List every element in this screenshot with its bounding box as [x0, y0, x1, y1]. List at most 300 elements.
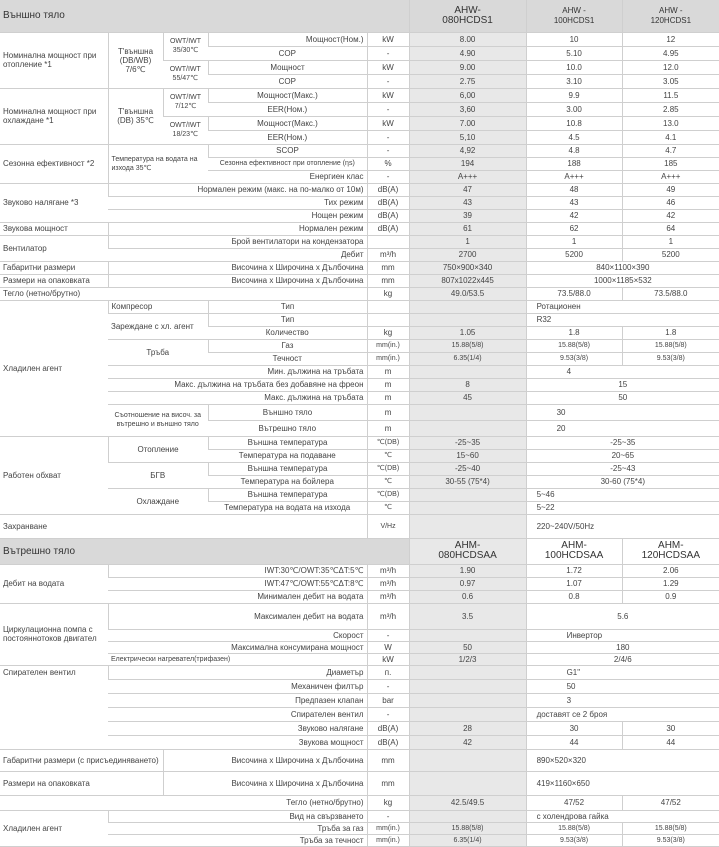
val: -25~35: [526, 436, 719, 449]
sub-label: OWT/IWT 55/47℃: [163, 60, 208, 88]
row-weight: [0, 287, 719, 300]
val: 4.5: [526, 130, 622, 144]
unit: ℃(DB): [367, 488, 409, 501]
val: 185: [622, 157, 719, 170]
param: Макс. дължина на тръбата без добавяне на фреон: [108, 378, 367, 391]
param: Височина x Широчина x Дълбочина: [108, 274, 367, 287]
val: 50: [409, 641, 526, 653]
group-refrigerant-in: Хладилен агент: [0, 810, 108, 846]
val: 8: [409, 378, 526, 391]
row-op-5: [0, 488, 719, 501]
val: 1.8: [526, 326, 622, 339]
val: 220~240V/50Hz: [526, 514, 719, 538]
val: 7.00: [409, 116, 526, 130]
group-op-range: Работен обхват: [0, 436, 108, 514]
val: 9.53(3/8): [622, 834, 719, 846]
row-in-16: [0, 795, 719, 810]
val: 4: [526, 365, 719, 378]
val: 1.29: [622, 577, 719, 590]
empty-cell: [409, 420, 526, 436]
param: Спирателен вентил: [108, 707, 367, 721]
unit: bar: [367, 693, 409, 707]
row-noise-2: [0, 196, 719, 209]
group-water-flow: Дебит на водата: [0, 564, 108, 603]
unit: dB(A): [367, 183, 409, 196]
unit: -: [367, 707, 409, 721]
unit: mm: [367, 261, 409, 274]
val: 0.8: [526, 590, 622, 603]
row-ref-1: [0, 300, 719, 313]
unit: ℃: [367, 449, 409, 462]
val: 30-55 (75*4): [409, 475, 526, 488]
param: EER(Ном.): [208, 130, 367, 144]
val: 9.9: [526, 88, 622, 102]
val: 47/52: [622, 795, 719, 810]
unit: m³/h: [367, 564, 409, 577]
param: Температура на бойлера: [208, 475, 367, 488]
val: 73.5/88.0: [622, 287, 719, 300]
unit: kW: [367, 60, 409, 74]
unit: dB(A): [367, 735, 409, 749]
val: 5200: [622, 248, 719, 261]
row-ref-9: [0, 404, 719, 420]
val: 1: [526, 235, 622, 248]
empty-cell: [409, 749, 526, 771]
unit: m³/h: [367, 248, 409, 261]
cond-label: Съотношение на височ. за вътрешно и външно тяло: [108, 404, 208, 436]
param: Тръба за газ: [108, 822, 367, 834]
val: 4.8: [526, 144, 622, 157]
param: Мощност(Ном.): [208, 32, 367, 46]
val: 9.53(3/8): [622, 352, 719, 365]
val: 73.5/88.0: [526, 287, 622, 300]
row-ref-2: [0, 313, 719, 326]
param: Дебит: [108, 248, 367, 261]
val: 20: [526, 420, 719, 436]
val: 2.85: [622, 102, 719, 116]
param: Височина x Широчина x Дълбочина: [163, 771, 367, 795]
unit: [367, 235, 409, 248]
row-in-18: [0, 822, 719, 834]
empty-cell: [409, 629, 526, 641]
val: 3: [526, 693, 719, 707]
param: Звукова мощност: [108, 735, 367, 749]
param: IWT:47℃/OWT:55℃ΔT:8℃: [108, 577, 367, 590]
row-power: [0, 514, 719, 538]
row-in-4: [0, 603, 719, 629]
row-op-1: [0, 436, 719, 449]
row-ref-6: [0, 365, 719, 378]
val: с холендрова гайка: [526, 810, 719, 822]
row-fan-1: [0, 235, 719, 248]
param: Енергиен клас: [208, 170, 367, 183]
row-heat-1: [0, 32, 719, 46]
cond-label: БГВ: [108, 462, 208, 488]
val: 10: [526, 32, 622, 46]
row-in-1: [0, 564, 719, 577]
val: доставят се 2 броя: [526, 707, 719, 721]
param: Мощност: [208, 60, 367, 74]
val: 188: [526, 157, 622, 170]
val: A+++: [622, 170, 719, 183]
val: 3.00: [526, 102, 622, 116]
group-cooling-capacity: Номинална мощност при охлаждане *1: [0, 88, 108, 144]
val: 1.90: [409, 564, 526, 577]
param: Тръба за течност: [108, 834, 367, 846]
val: 2.06: [622, 564, 719, 577]
unit: kg: [367, 795, 409, 810]
val: 1.07: [526, 577, 622, 590]
empty-cell: [409, 488, 526, 501]
unit: -: [367, 46, 409, 60]
unit: -: [367, 170, 409, 183]
val: -25~40: [409, 462, 526, 475]
unit: kg: [367, 287, 409, 300]
unit: п.: [367, 665, 409, 679]
unit: -: [367, 629, 409, 641]
cond-label: Температура на водата на изхода 35℃: [108, 144, 208, 183]
val: 43: [526, 196, 622, 209]
unit: m³/h: [367, 577, 409, 590]
val: Инвертор: [526, 629, 719, 641]
val: 9.00: [409, 60, 526, 74]
indoor-model-2: AHM- 100HCDSAA: [526, 538, 622, 564]
val: 2/4/6: [526, 653, 719, 665]
sub-label: OWT/IWT 18/23℃: [163, 116, 208, 144]
param: Тип: [208, 313, 367, 326]
param: Диаметър: [108, 665, 367, 679]
val: 15~60: [409, 449, 526, 462]
sub-label: OWT/IWT 35/30℃: [163, 32, 208, 60]
row-ref-7: [0, 378, 719, 391]
val: 47/52: [526, 795, 622, 810]
group-noise: Звуково налягане *3: [0, 183, 108, 222]
val: 4.90: [409, 46, 526, 60]
val: 47: [409, 183, 526, 196]
val: 1000×1185×532: [526, 274, 719, 287]
param: Механичен филтър: [108, 679, 367, 693]
val: 15.88(5/8): [526, 339, 622, 352]
row-in-19: [0, 834, 719, 846]
row-in-5: [0, 629, 719, 641]
unit: m: [367, 378, 409, 391]
group-weight: Тегло (нетно/брутно): [0, 287, 367, 300]
sub-label: OWT/IWT 7/12℃: [163, 88, 208, 116]
unit: dB(A): [367, 209, 409, 222]
param: Нормален режим: [108, 222, 367, 235]
unit: dB(A): [367, 222, 409, 235]
val: 42: [409, 735, 526, 749]
cond-label: Компресор: [108, 300, 208, 313]
param: Електрически нагревател(трифазен): [108, 653, 367, 665]
unit: kW: [367, 32, 409, 46]
unit: dB(A): [367, 196, 409, 209]
val: 1.8: [622, 326, 719, 339]
row-ref-4: [0, 339, 719, 352]
val: 0.6: [409, 590, 526, 603]
val: 30: [526, 721, 622, 735]
row-in-10: [0, 693, 719, 707]
param: Тегло (нетно/брутно): [0, 795, 367, 810]
val: A+++: [409, 170, 526, 183]
val: 4.1: [622, 130, 719, 144]
row-season-1: [0, 144, 719, 157]
val: 1.05: [409, 326, 526, 339]
unit: %: [367, 157, 409, 170]
val: 50: [526, 391, 719, 404]
unit: mm(in.): [367, 822, 409, 834]
empty-cell: [409, 514, 526, 538]
val: G1": [526, 665, 719, 679]
row-in-8: [0, 665, 719, 679]
val: 49.0/53.5: [409, 287, 526, 300]
group-seasonal: Сезонна ефективност *2: [0, 144, 108, 183]
group-sound-power: Звукова мощност: [0, 222, 108, 235]
row-pack: [0, 274, 719, 287]
row-in-12: [0, 721, 719, 735]
val: 15.88(5/8): [622, 339, 719, 352]
unit: mm: [367, 771, 409, 795]
param: Нощен режим: [108, 209, 367, 222]
param: Скорост: [108, 629, 367, 641]
param: Течност: [208, 352, 367, 365]
val: 30: [622, 721, 719, 735]
val: 13.0: [622, 116, 719, 130]
val: 45: [409, 391, 526, 404]
row-in-13: [0, 735, 719, 749]
val: 0.9: [622, 590, 719, 603]
group-pack: Размери на опаковката: [0, 274, 108, 287]
cond-label: Охлаждане: [108, 488, 208, 514]
empty-cell: [409, 365, 526, 378]
cond-label: Тръба: [108, 339, 208, 365]
val: 44: [526, 735, 622, 749]
cond-label: Отопление: [108, 436, 208, 462]
unit: kW: [367, 653, 409, 665]
val: 5,10: [409, 130, 526, 144]
param: SCOP: [208, 144, 367, 157]
val: 0.97: [409, 577, 526, 590]
indoor-section-title: Вътрешно тяло: [0, 538, 409, 564]
row-in-3: [0, 590, 719, 603]
val: 750×900×340: [409, 261, 526, 274]
unit: dB(A): [367, 721, 409, 735]
val: 1.72: [526, 564, 622, 577]
val: 1/2/3: [409, 653, 526, 665]
unit: mm(in.): [367, 834, 409, 846]
val: Ротационен: [526, 300, 719, 313]
unit: mm: [367, 749, 409, 771]
unit: -: [367, 130, 409, 144]
val: 5.10: [526, 46, 622, 60]
val: 5200: [526, 248, 622, 261]
unit: -: [367, 102, 409, 116]
val: A+++: [526, 170, 622, 183]
empty-cell: [409, 771, 526, 795]
val: 3.05: [622, 74, 719, 88]
unit: -: [367, 74, 409, 88]
val: 11.5: [622, 88, 719, 102]
empty-cell: [409, 313, 526, 326]
row-op-3: [0, 462, 719, 475]
outdoor-model-1: AHW- 080HCDS1: [409, 0, 526, 32]
unit: ℃(DB): [367, 436, 409, 449]
group-heating-capacity: Номинална мощност при отопление *1: [0, 32, 108, 88]
param: Сезонна ефективност при отопление (ηs): [208, 157, 367, 170]
unit: kg: [367, 326, 409, 339]
val: 49: [622, 183, 719, 196]
unit: -: [367, 679, 409, 693]
row-in-17: [0, 810, 719, 822]
val: 9.53(3/8): [526, 352, 622, 365]
param: Мощност(Макс.): [208, 116, 367, 130]
row-in-15: [0, 771, 719, 795]
val: 48: [526, 183, 622, 196]
row-noise-1: [0, 183, 719, 196]
group-dims-in: Габаритни размери (с присъединяването): [0, 749, 163, 771]
unit: ℃(DB): [367, 462, 409, 475]
param: IWT:30℃/OWT:35℃ΔT:5℃: [108, 564, 367, 577]
val: 1: [622, 235, 719, 248]
val: 28: [409, 721, 526, 735]
group-refrigerant: Хладилен агент: [0, 300, 108, 436]
unit: mm: [367, 274, 409, 287]
row-ref-8: [0, 391, 719, 404]
row-in-6: [0, 641, 719, 653]
val: 50: [526, 679, 719, 693]
val: 42: [526, 209, 622, 222]
val: 180: [526, 641, 719, 653]
param: Вътрешно тяло: [208, 420, 367, 436]
group-pack-in: Размери на опаковката: [0, 771, 163, 795]
val: 6,00: [409, 88, 526, 102]
val: 12.0: [622, 60, 719, 74]
val: 10.0: [526, 60, 622, 74]
unit: [367, 313, 409, 326]
param: Тих режим: [108, 196, 367, 209]
empty-cell: [409, 707, 526, 721]
cond-label: Зареждане с хл. агент: [108, 313, 208, 339]
param: COP: [208, 46, 367, 60]
param: Височина x Широчина x Дълбочина: [108, 261, 367, 274]
unit: m: [367, 420, 409, 436]
indoor-model-3: AHM- 120HCDSAA: [622, 538, 719, 564]
val: 15: [526, 378, 719, 391]
val: -25~35: [409, 436, 526, 449]
val: 44: [622, 735, 719, 749]
row-fan-2: [0, 248, 719, 261]
unit: mm(in.): [367, 352, 409, 365]
row-cool-1: [0, 88, 719, 102]
val: 3,60: [409, 102, 526, 116]
row-in-14: [0, 749, 719, 771]
val: 20~65: [526, 449, 719, 462]
param: COP: [208, 74, 367, 88]
param: Брой вентилатори на кондензатора: [108, 235, 367, 248]
unit: m: [367, 365, 409, 378]
param: EER(Ном.): [208, 102, 367, 116]
unit: ℃: [367, 475, 409, 488]
row-in-2: [0, 577, 719, 590]
val: 15.88(5/8): [526, 822, 622, 834]
val: 30: [526, 404, 719, 420]
param: Предпазен клапан: [108, 693, 367, 707]
val: 43: [409, 196, 526, 209]
val: 9.53(3/8): [526, 834, 622, 846]
cond-label: Т'външна (DB/WB) 7/6℃: [108, 32, 163, 88]
val: 6.35(1/4): [409, 834, 526, 846]
param: Тип: [208, 300, 367, 313]
val: 46: [622, 196, 719, 209]
unit: V/Hz: [367, 514, 409, 538]
row-in-7: [0, 653, 719, 665]
val: 6.35(1/4): [409, 352, 526, 365]
group-fan: Вентилатор: [0, 235, 108, 261]
param: Височина x Широчина x Дълбочина: [163, 749, 367, 771]
param: Температура на водата на изхода: [208, 501, 367, 514]
val: 4,92: [409, 144, 526, 157]
param: Мин. дължина на тръбата: [108, 365, 367, 378]
param: Минимален дебит на водата: [108, 590, 367, 603]
val: 42: [622, 209, 719, 222]
val: 15.88(5/8): [622, 822, 719, 834]
unit: m: [367, 391, 409, 404]
unit: m³/h: [367, 590, 409, 603]
param: Външна температура: [208, 488, 367, 501]
param: Външна температура: [208, 462, 367, 475]
row-noise-3: [0, 209, 719, 222]
empty-cell: [409, 404, 526, 420]
param: Газ: [208, 339, 367, 352]
val: 12: [622, 32, 719, 46]
row-sound-power: [0, 222, 719, 235]
val: 3.10: [526, 74, 622, 88]
cond-label: Т'външна (DB) 35℃: [108, 88, 163, 144]
param: Температура на подаване: [208, 449, 367, 462]
val: 1: [409, 235, 526, 248]
outdoor-section-title: Външно тяло: [0, 0, 409, 32]
param: Макс. дължина на тръбата: [108, 391, 367, 404]
val: 807x1022x445: [409, 274, 526, 287]
param: Нормален режим (макс. на по-малко от 10м): [108, 183, 367, 196]
outdoor-model-3: AHW - 120HCDS1: [622, 0, 719, 32]
unit: kW: [367, 88, 409, 102]
empty-cell: [409, 693, 526, 707]
val: R32: [526, 313, 719, 326]
row-in-9: [0, 679, 719, 693]
empty-cell: [409, 810, 526, 822]
empty-cell: [409, 679, 526, 693]
row-in-11: [0, 707, 719, 721]
val: 2700: [409, 248, 526, 261]
val: 419×1160×650: [526, 771, 719, 795]
unit: kW: [367, 116, 409, 130]
val: 39: [409, 209, 526, 222]
param: Мощност(Макс.): [208, 88, 367, 102]
param: Звуково налягане: [108, 721, 367, 735]
group-pump: Циркулационна помпа с постояннотоков двигател: [0, 603, 108, 665]
empty-cell: [409, 665, 526, 679]
val: 8.00: [409, 32, 526, 46]
val: 4.95: [622, 46, 719, 60]
val: 3.5: [409, 603, 526, 629]
unit: W: [367, 641, 409, 653]
indoor-model-1: AHM- 080HCDSAA: [409, 538, 526, 564]
val: 4.7: [622, 144, 719, 157]
group-shutoff: Спирателен вентил: [0, 665, 108, 749]
val: 15.88(5/8): [409, 822, 526, 834]
param: Вид на свързването: [108, 810, 367, 822]
